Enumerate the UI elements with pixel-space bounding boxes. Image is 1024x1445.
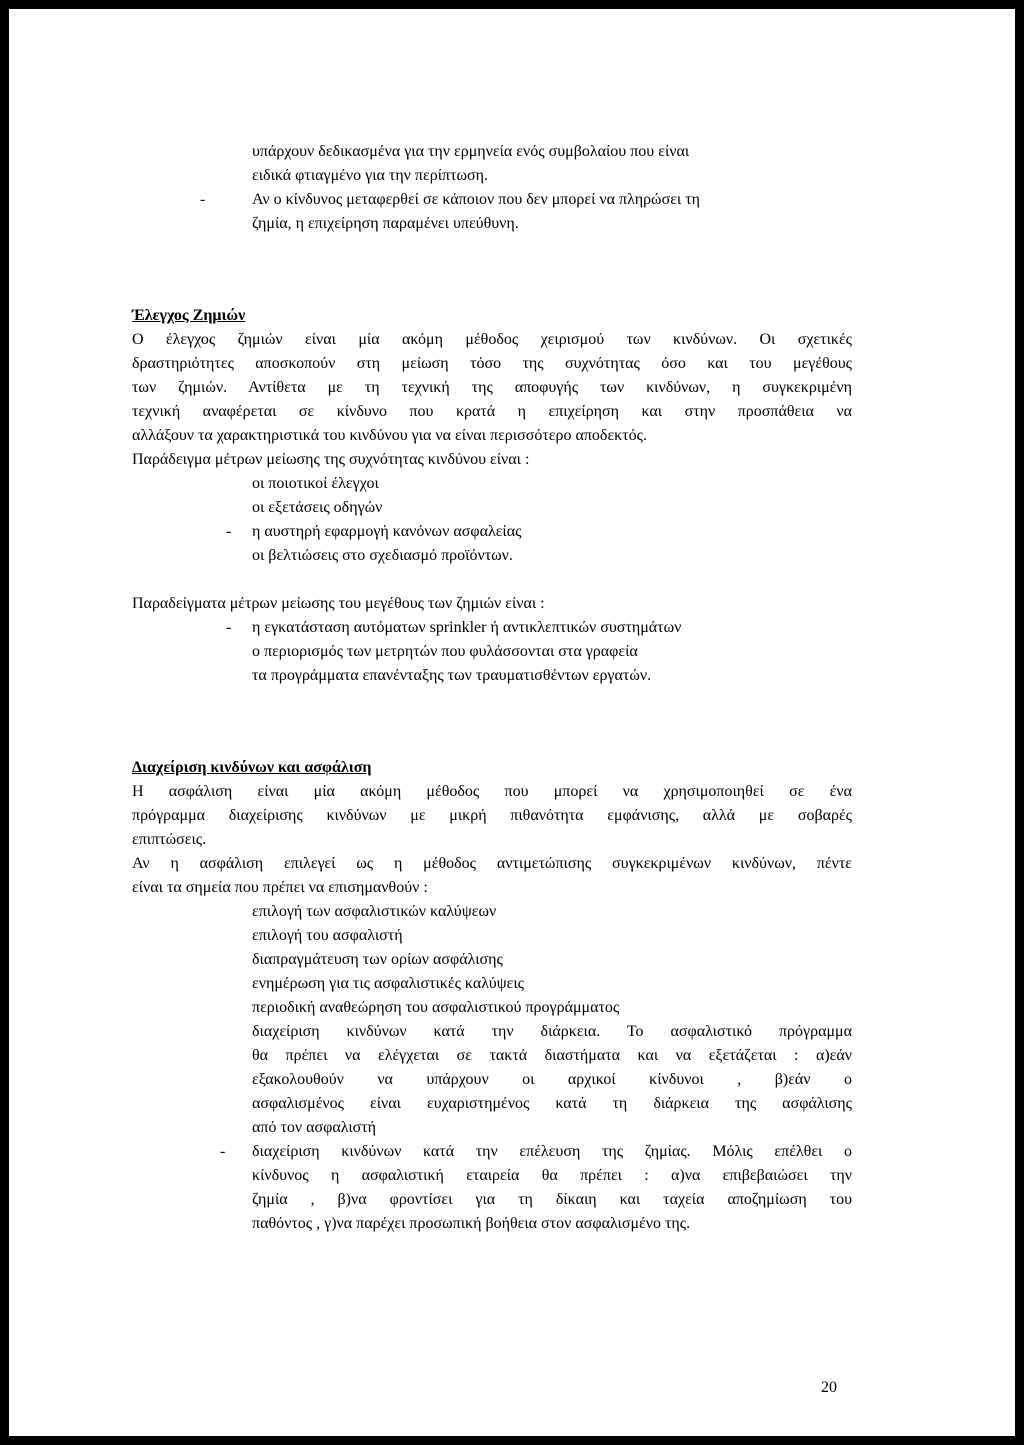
frequency-examples-intro: Παράδειγμα μέτρων μείωσης της συχνότητας κινδύνου είναι : [132, 451, 530, 468]
section-heading-loss-control: Έλεγχος Ζημιών [132, 307, 246, 324]
paragraph-line: Η ασφάλιση είναι μία ακόμη μέθοδος που μπορεί να χρησιμοποιηθεί σε ένα [132, 783, 852, 800]
list-item-line: ζημία , β)να φροντίσει για τη δίκαιη και ταχεία αποζημίωση του [252, 1191, 852, 1208]
list-item-line: παθόντος , γ)να παρέχει προσωπική βοήθεια στον ασφαλισμένο της. [252, 1215, 691, 1232]
list-item: τα προγράμματα επανένταξης των τραυματισθέντων εργατών. [252, 667, 652, 684]
list-item-line: εξακολουθούν να υπάρχουν οι αρχικοί κίνδυνοι , β)εάν ο [252, 1071, 852, 1088]
paragraph-line: των ζημιών. Αντίθετα με τη τεχνική της αποφυγής των κινδύνων, η συγκεκριμένη [132, 379, 852, 396]
paragraph-line: Ο έλεγχος ζημιών είναι μία ακόμη μέθοδος χειρισμού των κινδύνων. Οι σχετικές [132, 331, 852, 348]
paragraph-line: δραστηριότητες αποσκοπούν στη μείωση τόσο της συχνότητας όσο και του μεγέθους [132, 355, 852, 372]
page-number: 20 [821, 1379, 837, 1396]
list-item: οι ποιοτικοί έλεγχοι [252, 475, 379, 492]
list-item: ο περιορισμός των μετρητών που φυλάσσονται στα γραφεία [252, 643, 638, 660]
bullet-dash: - [226, 523, 232, 540]
continuation-line-1: υπάρχουν δεδικασμένα για την ερμηνεία ενός συμβολαίου που είναι [252, 143, 690, 160]
list-item: οι βελτιώσεις στο σχεδιασμό προϊόντων. [252, 547, 513, 564]
section-heading-insurance: Διαχείριση κινδύνων και ασφάλιση [132, 759, 372, 776]
list-item-line: θα πρέπει να ελέγχεται σε τακτά διαστήματα και να εξετάζεται : α)εάν [252, 1047, 852, 1064]
list-item-line: διαχείριση κινδύνων κατά την επέλευση της ζημίας. Μόλις επέλθει ο [252, 1143, 852, 1160]
list-item: επιλογή του ασφαλιστή [252, 927, 403, 944]
list-item: διαπραγμάτευση των ορίων ασφάλισης [252, 951, 503, 968]
bullet-dash: - [220, 1143, 226, 1160]
continuation-line-4: ζημία, η επιχείρηση παραμένει υπεύθυνη. [252, 215, 519, 232]
continuation-line-3: Αν ο κίνδυνος μεταφερθεί σε κάποιον που δεν μπορεί να πληρώσει τη [252, 191, 701, 208]
bullet-dash: - [226, 619, 232, 636]
list-item-line: κίνδυνος η ασφαλιστική εταιρεία θα πρέπει : α)να επιβεβαιώσει την [252, 1167, 852, 1184]
paragraph-line: πρόγραμμα διαχείρισης κινδύνων με μικρή πιθανότητα εμφάνισης, αλλά με σοβαρές [132, 807, 852, 824]
paragraph-line: τεχνική αναφέρεται σε κίνδυνο που κρατά η επιχείρηση και στην προσπάθεια να [132, 403, 852, 420]
size-examples-intro: Παραδείγματα μέτρων μείωσης του μεγέθους των ζημιών είναι : [132, 595, 545, 612]
list-item-line: διαχείριση κινδύνων κατά την διάρκεια. Το ασφαλιστικό πρόγραμμα [252, 1023, 852, 1040]
document-page [9, 9, 1015, 1436]
list-item-line: από τον ασφαλιστή [252, 1119, 377, 1136]
list-item-line: ασφαλισμένος είναι ευχαριστημένος κατά τη διάρκεια της ασφάλισης [252, 1095, 852, 1112]
list-item: οι εξετάσεις οδηγών [252, 499, 383, 516]
list-item: η εγκατάσταση αυτόματων sprinkler ή αντικλεπτικών συστημάτων [252, 619, 682, 636]
paragraph-line: επιπτώσεις. [132, 831, 207, 848]
continuation-line-2: ειδικά φτιαγμένο για την περίπτωση. [252, 167, 489, 184]
paragraph-line: είναι τα σημεία που πρέπει να επισημανθούν : [132, 879, 428, 896]
paragraph-line: αλλάξουν τα χαρακτηριστικά του κινδύνου για να είναι περισσότερο αποδεκτός. [132, 427, 648, 444]
list-item: επιλογή των ασφαλιστικών καλύψεων [252, 903, 497, 920]
list-item: ενημέρωση για τις ασφαλιστικές καλύψεις [252, 975, 524, 992]
paragraph-line: Αν η ασφάλιση επιλεγεί ως η μέθοδος αντιμετώπισης συγκεκριμένων κινδύνων, πέντε [132, 855, 852, 872]
list-item: η αυστηρή εφαρμογή κανόνων ασφαλείας [252, 523, 522, 540]
bullet-dash: - [200, 191, 206, 208]
list-item: περιοδική αναθεώρηση του ασφαλιστικού προγράμματος [252, 999, 620, 1016]
